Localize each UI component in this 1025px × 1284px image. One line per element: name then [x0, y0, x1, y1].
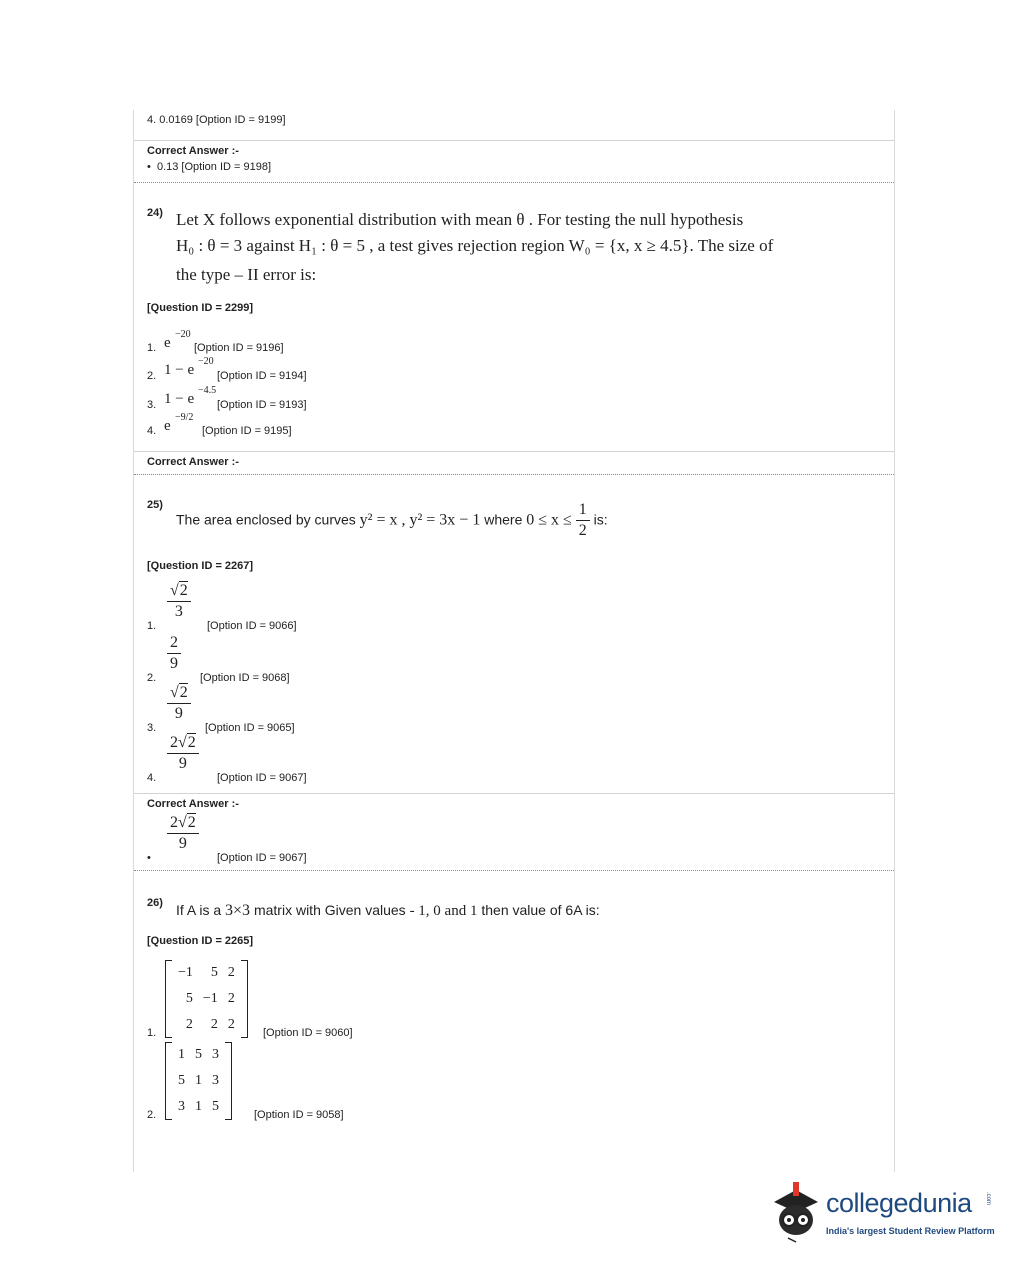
question-text: If A is a 3×3 matrix with Given values - 1, 0 and 1 then value of 6A is:	[176, 902, 600, 919]
divider	[134, 793, 894, 794]
correct-answer-label: Correct Answer :-	[147, 145, 239, 157]
exam-page: 4. 0.0169 [Option ID = 9199] Correct Answer :- • 0.13 [Option ID = 9198] 24) Let X follows exponential distribution with mean θ . For testing the null hypothesis H₀ : θ = 3 against H₁ : θ = 5 , a test gives rejection region W₀ = {x, x ≥ 4.5}. The size of the type – II error is: [Question ID = 2299] 1. e −20 [Option ID = 9196] 2. 1 − e −20 [Option ID = 9194] 3. 1 − e −4.5 [Option ID = 9193] 4. e −9/2 [Option ID = 9195] Correct Answer :- 25) The area enclosed by curves y² = x , y² = 3x − 1 where 0 ≤ x ≤ $\frac{1}{2}$ is: [Question ID = 2267] 1. $\frac{√2}{3}$ [Option ID = 9066] 2. $\frac{2}{9}$ [Option ID = 9068] 3. $\frac{√2}{9}$ [Option ID = 9065] 4. $\frac{2√2}{9}$ [Option ID = 9067] Correct Answer :- • $\frac{2√2}{9}$ [Option ID = 9067] 26) If A is a 3×3 matrix with Given values - 1, 0 and 1 then value of 6A is: [Question ID = 2265] 1. −1 5 2 5 −1 2 2 2 2 [Option ID = 9060] 2. 1 5 3 5 1 3 3 1 5 [Option ID = 9058]	[133, 110, 895, 1172]
question-id: [Question ID = 2299]	[147, 302, 254, 314]
question-text-line-3: the type – II error is:	[176, 265, 317, 284]
mascot-icon	[768, 1178, 824, 1244]
logo-wordmark: collegedunia	[826, 1188, 972, 1218]
correct-answer-label: Correct Answer :-	[147, 798, 239, 810]
logo-com: .com	[985, 1192, 991, 1206]
question-separator	[134, 870, 894, 871]
question-text: The area enclosed by curves y² = x , y² = 3x − 1 where 0 ≤ x ≤ $\frac{1}{2}$ is:	[176, 501, 608, 540]
option-1[interactable]: 1. −1 5 2 5 −1 2 2 2 2 [Option ID = 9060]	[147, 960, 387, 1040]
fraction-half: $\frac{1}{2}$	[576, 501, 590, 541]
question-id: [Question ID = 2267]	[147, 560, 254, 572]
question-number: 24)	[147, 207, 163, 219]
prev-option-4: 4. 0.0169 [Option ID = 9199]	[147, 114, 286, 126]
divider	[134, 451, 894, 452]
matrix: 1 5 3 5 1 3 3 1 5	[165, 1042, 232, 1120]
question-text-line-2: H₀ : θ = 3 against H₁ : θ = 5 , a test gives rejection region W₀ = {x, x ≥ 4.5}. The size of	[176, 236, 774, 255]
matrix: −1 5 2 5 −1 2 2 2 2	[165, 960, 248, 1038]
question-id: [Question ID = 2265]	[147, 935, 254, 947]
correct-answer-label: Correct Answer :-	[147, 456, 239, 468]
logo-tagline: India's largest Student Review Platform	[826, 1226, 995, 1236]
option-2[interactable]: 2. 1 5 3 5 1 3 3 1 5 [Option ID = 9058]	[147, 1042, 387, 1122]
collegedunia-logo	[768, 1178, 998, 1248]
question-separator	[134, 182, 894, 183]
question-separator	[134, 474, 894, 475]
correct-answer-value: • 0.13 [Option ID = 9198]	[147, 161, 272, 173]
divider	[134, 140, 894, 141]
question-text-line-1: Let X follows exponential distribution with mean θ . For testing the null hypothesis	[176, 210, 744, 229]
question-number: 26)	[147, 897, 163, 909]
question-number: 25)	[147, 499, 163, 511]
